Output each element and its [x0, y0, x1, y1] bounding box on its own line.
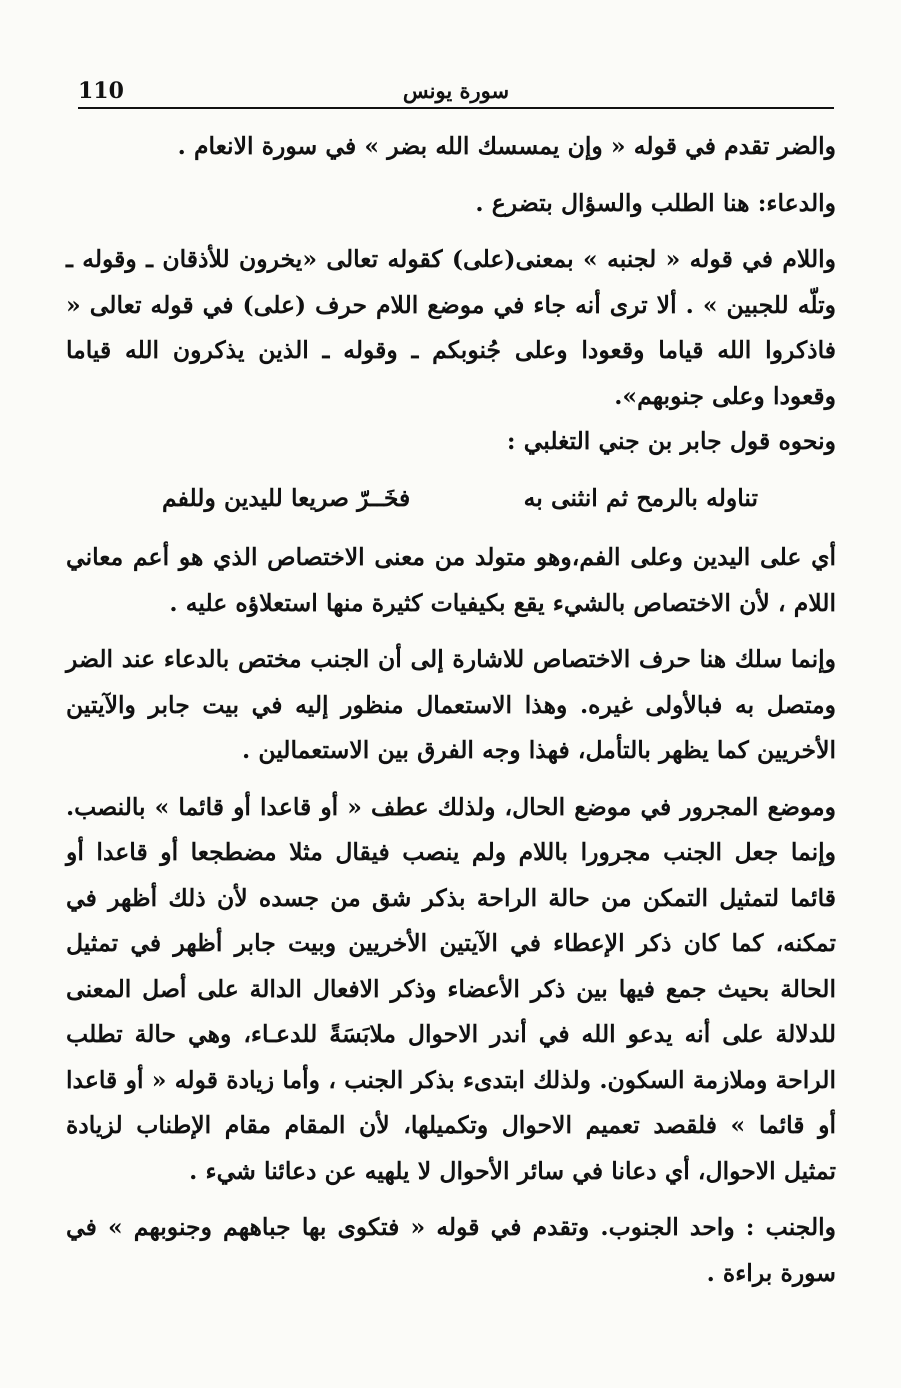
paragraph-2: والدعاء: هنا الطلب والسؤال بتضرع . [475, 188, 836, 217]
header-rule [78, 107, 834, 109]
paragraph-5: أي على اليدين وعلى الفم،وهو متولد من معنى الاختصاص الذي هو أعم معاني اللام ، لأن الاختصاص بالشيء يقع بكيفيات كثيرة منها استعلاؤه عليه . [66, 543, 836, 617]
paragraph-7: وموضع المجرور في موضع الحال، ولذلك عطف « أو قاعدا أو قائما » بالنصب. وإنما جعل الجنب مجرورا باللام ولم ينصب فيقال مثلا مضطجعا أو قاعدا أو قائما لتمثيل التمكن من حالة الراحة بذكر شق من جسده لأن ذلك أظهر في تمكنه، كما كان ذكر الإعطاء في الآيتين الأخريين وبيت جابر أظهر في تمثيل الحالة بحيث جمع فيها بين ذكر الأعضاء وذكر الافعال الدالة على أصل المعنى للدلالة على أنه يدعو الله في أندر الاحوال ملابَسَةً للدعـاء، وهي حالة تطلب الراحة وملازمة السكون. ولذلك ابتدىء بذكر الجنب ، وأما زيادة قوله « أو قاعدا أو قائما » فلقصد تعميم الاحوال وتكميلها، لأن المقام مقام الإطناب لزيادة تمثيل الاحوال، أي دعانا في سائر الأحوال لا يلهيه عن دعائنا شيء . [66, 792, 836, 1185]
running-title: سورة يونس [402, 78, 510, 103]
page-number: 110 [78, 78, 124, 104]
paragraph-3: واللام في قوله « لجنبه » بمعنى(على) كقوله تعالى «يخرون للأذقان ـ وقوله ـ وتلّه للجبين » . ألا ترى أنه جاء في موضع اللام حرف (على) في قوله تعالى « فاذكروا الله قياما وقعودا وعلى جُنوبكم ـ وقوله ـ الذين يذكرون الله قياما وقعودا وعلى جنوبهم». [66, 245, 836, 410]
paragraph-6: وإنما سلك هنا حرف الاختصاص للاشارة إلى أن الجنب مختص بالدعاء عند الضر ومتصل به فبالأولى غيره. وهذا الاستعمال منظور إليه في بيت جابر والآيتين الأخريين كما يظهر بالتأمل، فهذا وجه الفرق بين الاستعمالين . [66, 645, 836, 764]
paragraph-1: والضر تقدم في قوله « وإن يمسسك الله بضر » في سورة الانعام . [177, 132, 836, 160]
page-body [66, 124, 836, 1307]
verse-hemistich-2: فخَــرّ صريعا لليدين وللفم [162, 483, 411, 512]
paragraph-8: والجنب : واحد الجنوب. وتقدم في قوله « فتكوى بها جباههم وجنوبهم » في سورة براءة . [66, 1213, 836, 1287]
poetry-verse [66, 476, 836, 522]
paragraph-4: ونحوه قول جابر بن جني التغلبي : [506, 427, 836, 455]
verse-hemistich-1: تناوله بالرمح ثم انثنى به [523, 483, 758, 512]
